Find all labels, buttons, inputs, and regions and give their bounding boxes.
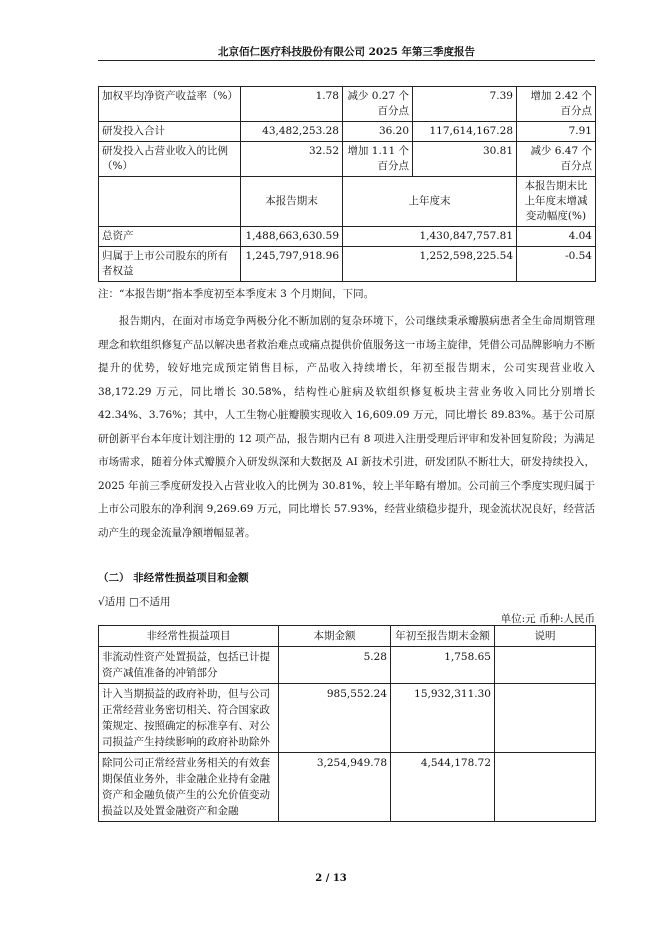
table-row bbox=[99, 247, 596, 282]
current-value: 5.28 bbox=[279, 647, 391, 684]
non-recurring-items-table bbox=[98, 625, 596, 822]
table-subheader-row bbox=[99, 177, 596, 227]
row-label: 研发投入合计 bbox=[99, 122, 241, 142]
empty-cell bbox=[99, 177, 241, 227]
body-paragraph: 报告期内，在面对市场竞争两极分化不断加剧的复杂环境下，公司继续秉承瓣膜病患者全生命周期管理理念和软组织修复产品以解决患者救治难点或痛点提供价值服务这一市场主旋律，凭借公司品牌影响力不断提升的优势，较好地完成预定销售目标，产品收入持续增长，年初至报告期末，公司实现营业收入 38,172.29 万元，同比增长 30.58%，结构性心脏病及软组织修复板块主营业务收入同比分别增长 42.34%、3.76%；其中，人工生物心脏瓣膜实现收入 16,609.09 万元，同比增长 89.83%。基于公司原研创新平台本年度计划注册的 12 项产品，报告期内已有 8 项进入注册受理后评审和发补回复阶段；为满足市场需求，随着分体式瓣膜介入研发纵深和大数据及 AI 新技术引进，研发团队不断壮大，研发持续投入，2025 年前三季度研发投入占营业收入的比例为 30.81%，较上半年略有增加。公司前三个季度实现归属于上市公司股东的净利润 9,269.69 万元，同比增长 57.93%，经营业绩稳步提升，现金流状况良好，经营活动产生的现金流量净额增幅显著。 bbox=[98, 315, 595, 539]
note-value bbox=[495, 647, 596, 684]
last-year-end-value: 1,252,598,225.54 bbox=[343, 247, 517, 282]
table-note: 注：“本报告期”指本季度初至本季度末 3 个月期间，下同。 bbox=[98, 288, 375, 300]
ytd-value: 15,932,311.30 bbox=[391, 684, 495, 753]
ytd-value: 1,758.65 bbox=[391, 647, 495, 684]
ytd-value: 117,614,167.28 bbox=[413, 122, 517, 142]
change-value: 4.04 bbox=[517, 227, 596, 247]
ytd-change-value: 增加 2.42 个百分点 bbox=[517, 87, 596, 122]
table-row bbox=[99, 142, 596, 177]
current-value: 3,254,949.78 bbox=[279, 753, 391, 822]
table-row bbox=[99, 87, 596, 122]
note-value bbox=[495, 684, 596, 753]
ytd-value: 30.81 bbox=[413, 142, 517, 177]
ytd-header: 年初至报告期末金额 bbox=[391, 626, 495, 647]
applicability-checkbox-text: √适用 □不适用 bbox=[98, 596, 171, 608]
item-label: 计入当期损益的政府补助，但与公司正常经营业务密切相关、符合国家政策规定、按照确定的标准享有、对公司损益产生持续影响的政府补助除外 bbox=[99, 684, 279, 753]
last-year-end-header: 上年度末 bbox=[343, 177, 517, 227]
ytd-change-value: 7.91 bbox=[517, 122, 596, 142]
header-divider bbox=[98, 60, 595, 61]
table-row bbox=[99, 227, 596, 247]
period-end-header: 本报告期末 bbox=[241, 177, 343, 227]
current-value: 43,482,253.28 bbox=[241, 122, 343, 142]
ytd-value: 7.39 bbox=[413, 87, 517, 122]
table-row bbox=[99, 753, 596, 822]
current-value: 32.52 bbox=[241, 142, 343, 177]
change-value: 减少 0.27 个百分点 bbox=[343, 87, 413, 122]
table-row bbox=[99, 122, 596, 142]
current-value: 1.78 bbox=[241, 87, 343, 122]
financial-indicators-table bbox=[98, 86, 596, 282]
page-header-title: 北京佰仁医疗科技股份有限公司 2025 年第三季度报告 bbox=[217, 46, 476, 58]
note-header: 说明 bbox=[495, 626, 596, 647]
page-number: 2 / 13 bbox=[315, 873, 347, 884]
item-label: 除同公司正常经营业务相关的有效套期保值业务外，非金融企业持有金融资产和金融负债产生的公允价值变动损益以及处置金融资产和金融 bbox=[99, 753, 279, 822]
unit-currency-label: 单位:元 币种:人民币 bbox=[500, 613, 595, 625]
item-label: 非流动性资产处置损益，包括已计提资产减值准备的冲销部分 bbox=[99, 647, 279, 684]
current-value: 985,552.24 bbox=[279, 684, 391, 753]
note-value bbox=[495, 753, 596, 822]
last-year-end-value: 1,430,847,757.81 bbox=[343, 227, 517, 247]
table-row bbox=[99, 684, 596, 753]
current-header: 本期金额 bbox=[279, 626, 391, 647]
row-label: 归属于上市公司股东的所有者权益 bbox=[99, 247, 241, 282]
period-end-value: 1,245,797,918.96 bbox=[241, 247, 343, 282]
row-label: 加权平均净资产收益率（%） bbox=[99, 87, 241, 122]
table-header-row bbox=[99, 626, 596, 647]
section-title: （二） 非经常性损益项目和金额 bbox=[98, 572, 249, 584]
change-header: 本报告期末比上年度末增减变动幅度(%) bbox=[517, 177, 596, 227]
change-value: 36.20 bbox=[343, 122, 413, 142]
change-value: -0.54 bbox=[517, 247, 596, 282]
row-label: 总资产 bbox=[99, 227, 241, 247]
table-row bbox=[99, 647, 596, 684]
item-header: 非经常性损益项目 bbox=[99, 626, 279, 647]
ytd-change-value: 减少 6.47 个百分点 bbox=[517, 142, 596, 177]
change-value: 增加 1.11 个百分点 bbox=[343, 142, 413, 177]
period-end-value: 1,488,663,630.59 bbox=[241, 227, 343, 247]
row-label: 研发投入占营业收入的比例（%） bbox=[99, 142, 241, 177]
ytd-value: 4,544,178.72 bbox=[391, 753, 495, 822]
